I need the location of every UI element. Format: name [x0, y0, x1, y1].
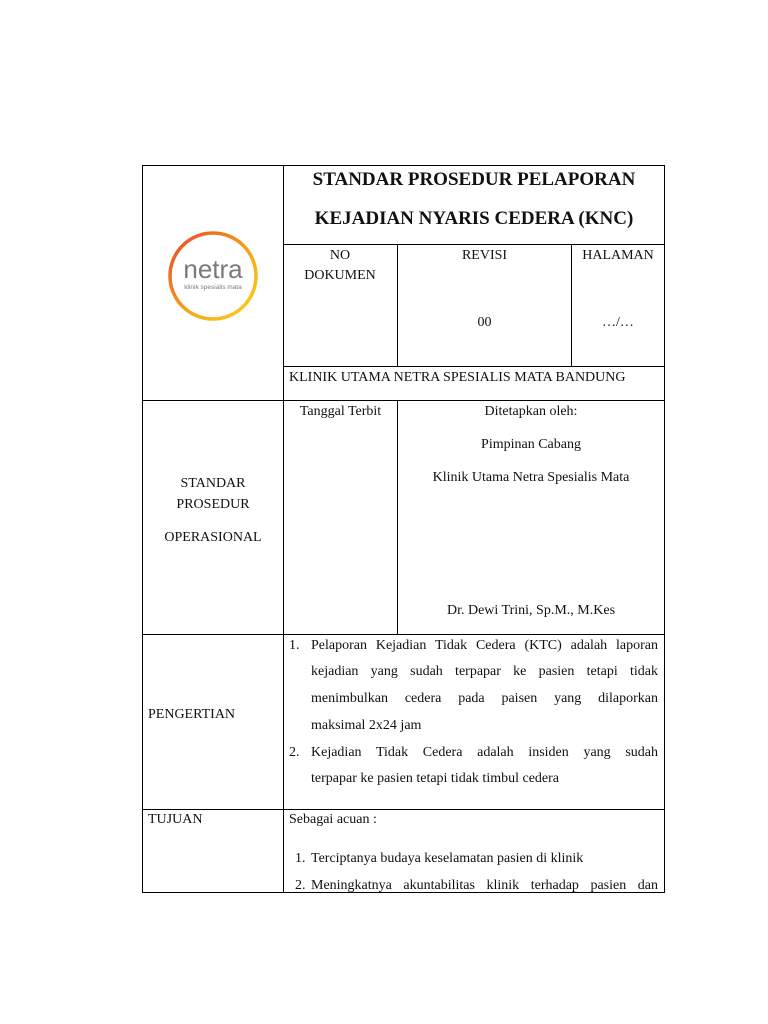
pengertian-item-2-line-2 — [311, 768, 658, 789]
pengertian-item-1-line-2 — [311, 661, 658, 682]
logo-tagline: klinik spesialis mata — [184, 284, 242, 291]
sop-label-line-2: PROSEDUR — [176, 497, 250, 512]
table-border-right — [664, 165, 665, 893]
pengertian-item-1-text-1: Pelaporan Kejadian Tidak Cedera (KTC) adalah laporan — [311, 638, 658, 653]
signatory-name: Dr. Dewi Trini, Sp.M., M.Kes — [446, 603, 616, 618]
netra-logo — [166, 229, 260, 323]
pengertian-item-2-text-2: terpapar ke pasien tetapi tidak timbul cedera — [311, 771, 560, 786]
institution-name: KLINIK UTAMA NETRA SPESIALIS MATA BANDUNG — [289, 370, 626, 385]
pengertian-item-1-line-3 — [311, 688, 658, 709]
logo-brand: netra — [183, 254, 243, 284]
pengertian-label: PENGERTIAN — [148, 707, 236, 722]
pengertian-item-2-text-1: Kejadian Tidak Cedera adalah insiden yang sudah — [311, 745, 658, 760]
pengertian-item-1-line-1 — [311, 635, 658, 656]
table-border-top — [142, 165, 665, 166]
halaman-value: …/… — [602, 315, 634, 330]
tujuan-label: TUJUAN — [148, 812, 203, 827]
tujuan-item-2-text: Meningkatnya akuntabilitas klinik terhadap pasien dan — [311, 878, 658, 893]
tujuan-item-1-number: 1. — [295, 851, 306, 866]
document-title-line-2: KEJADIAN NYARIS CEDERA (KNC) — [314, 208, 634, 229]
pengertian-item-1-line-4 — [311, 715, 658, 736]
pengertian-item-1-text-3: menimbulkan cedera pada paisen yang dilaporkan — [311, 691, 658, 706]
revisi-label: REVISI — [461, 248, 508, 263]
pengertian-item-2-number: 2. — [289, 745, 300, 760]
tujuan-item-1-text: Terciptanya budaya keselamatan pasien di klinik — [311, 851, 584, 866]
tujuan-item-2-line — [311, 875, 658, 896]
tujuan-item-2-number: 2. — [295, 878, 306, 893]
no-dokumen-label-line-1: NO — [329, 248, 351, 263]
tujuan-intro: Sebagai acuan : — [289, 812, 377, 827]
pimpinan-label: Pimpinan Cabang — [481, 437, 581, 452]
halaman-label: HALAMAN — [582, 248, 654, 263]
no-dokumen-label-line-2: DOKUMEN — [304, 268, 376, 283]
sop-label-line-1: STANDAR — [180, 476, 246, 491]
document-title-line-1: STANDAR PROSEDUR PELAPORAN — [312, 169, 636, 190]
revisi-value: 00 — [477, 315, 492, 330]
tanggal-terbit-label: Tanggal Terbit — [299, 404, 382, 419]
pengertian-item-1-number: 1. — [289, 638, 300, 653]
ditetapkan-label: Ditetapkan oleh: — [484, 404, 578, 419]
klinik-label: Klinik Utama Netra Spesialis Mata — [432, 470, 630, 485]
pengertian-item-2-line-1 — [311, 742, 658, 763]
sop-label-line-3: OPERASIONAL — [164, 530, 262, 545]
pengertian-item-1-text-4: maksimal 2x24 jam — [311, 718, 422, 733]
pengertian-item-1-text-2: kejadian yang sudah terpapar ke pasien tetapi tidak — [311, 664, 658, 679]
